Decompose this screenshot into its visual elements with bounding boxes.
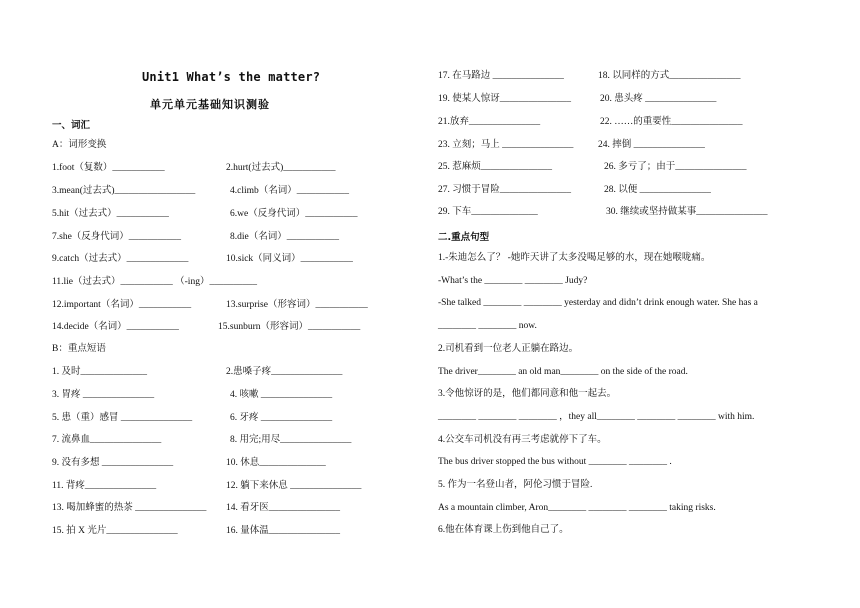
vocab-item: 15.sunburn（形容词）___________ <box>218 322 361 332</box>
phrase-item: 17. 在马路边 _______________ <box>438 71 564 81</box>
phrase-item: 3. 胃疼 _______________ <box>52 390 155 400</box>
sentence-line: ________ ________ now. <box>438 321 537 331</box>
vocab-item: 3.mean(过去式)_________________ <box>52 186 196 196</box>
vocab-item: 5.hit（过去式）___________ <box>52 209 169 219</box>
vocab-item: 8.die（名词）___________ <box>230 232 339 242</box>
phrase-item: 28. 以便 _______________ <box>604 185 711 195</box>
phrase-item: 20. 患头疼 _______________ <box>600 94 717 104</box>
phrase-item: 10. 休息______________ <box>226 458 326 468</box>
vocab-item: 12.important（名词）___________ <box>52 300 192 310</box>
vocab-item: 2.hurt(过去式)___________ <box>226 163 336 173</box>
sentence-line: The bus driver stopped the bus without ________ ________ . <box>438 457 672 467</box>
phrase-item: 18. 以同样的方式_______________ <box>598 71 741 81</box>
sentence-line: 1.-朱迪怎么了？ -她昨天讲了太多没喝足够的水，现在她喉咙痛。 <box>438 253 711 263</box>
sentence-line: 2.司机看到一位老人正躺在路边。 <box>438 344 579 354</box>
phrase-item: 2.患嗓子疼_______________ <box>226 367 343 377</box>
phrase-item: 11. 背疼_______________ <box>52 481 157 491</box>
page-subtitle: 单元单元基础知识测验 <box>150 98 270 111</box>
phrase-item: 15. 拍 X 光片_______________ <box>52 526 178 536</box>
vocab-item: 9.catch（过去式）_____________ <box>52 254 189 264</box>
phrase-item: 7. 流鼻血_______________ <box>52 435 162 445</box>
section-heading-sentences: 二.重点句型 <box>438 232 490 243</box>
sentence-line: ________ ________ ________ ，they all________ ________ ________ with him. <box>438 412 755 422</box>
part-a-label: A：词形变换 <box>52 140 107 150</box>
phrase-item: 14. 看牙医_______________ <box>226 503 341 513</box>
phrase-item: 21.放弃_______________ <box>438 117 541 127</box>
phrase-item: 29. 下车______________ <box>438 207 538 217</box>
sentence-line: -She talked ________ ________ yesterday and didn’t drink enough water. She has a <box>438 298 758 308</box>
vocab-item: 11.lie（过去式）___________ （-ing）__________ <box>52 277 257 287</box>
phrase-item: 6. 牙疼 _______________ <box>230 413 333 423</box>
vocab-item: 4.climb（名词）___________ <box>230 186 350 196</box>
phrase-item: 19. 使某人惊讶_______________ <box>438 94 572 104</box>
phrase-item: 23. 立刻；马上 _______________ <box>438 140 574 150</box>
sentence-line: The driver________ an old man________ on the side of the road. <box>438 367 688 377</box>
vocab-item: 13.surprise（形容词）___________ <box>226 300 368 310</box>
vocab-item: 14.decide（名词）___________ <box>52 322 179 332</box>
phrase-item: 9. 没有多想 _______________ <box>52 458 174 468</box>
phrase-item: 27. 习惯于冒险_______________ <box>438 185 572 195</box>
phrase-item: 12. 躺下来休息 _______________ <box>226 481 362 491</box>
phrase-item: 13. 喝加蜂蜜的热茶 _______________ <box>52 503 207 513</box>
sentence-line: 5. 作为一名登山者，阿伦习惯于冒险. <box>438 480 593 490</box>
phrase-item: 25. 惹麻烦_______________ <box>438 162 553 172</box>
vocab-item: 7.she（反身代词）___________ <box>52 232 182 242</box>
page-title: Unit1 What’s the matter? <box>142 70 321 84</box>
phrase-item: 26. 多亏了；由于_______________ <box>604 162 747 172</box>
vocab-item: 10.sick（同义词）___________ <box>226 254 353 264</box>
phrase-item: 8. 用完;用尽_______________ <box>230 435 352 445</box>
sentence-line: As a mountain climber, Aron________ ________ ________ taking risks. <box>438 503 716 513</box>
sentence-line: 4.公交车司机没有再三考虑就停下了车。 <box>438 435 607 445</box>
vocab-item: 6.we（反身代词）___________ <box>230 209 358 219</box>
part-b-label: B：重点短语 <box>52 344 106 354</box>
phrase-item: 22. ……的重要性_______________ <box>600 117 743 127</box>
phrase-item: 16. 量体温_______________ <box>226 526 341 536</box>
sentence-line: -What’s the ________ ________ Judy? <box>438 276 588 286</box>
vocab-item: 1.foot（复数）___________ <box>52 163 165 173</box>
phrase-item: 30. 继续或坚持做某事_______________ <box>606 207 768 217</box>
phrase-item: 5. 患（重）感冒 _______________ <box>52 413 193 423</box>
section-heading-vocabulary: 一、词汇 <box>52 120 91 131</box>
sentence-line: 3.令他惊讶的是，他们都同意和他一起去。 <box>438 389 617 399</box>
sentence-line: 6.他在体育课上伤到他自己了。 <box>438 525 569 535</box>
phrase-item: 4. 咳嗽 _______________ <box>230 390 333 400</box>
phrase-item: 24. 摔倒 _______________ <box>598 140 705 150</box>
phrase-item: 1. 及时______________ <box>52 367 148 377</box>
